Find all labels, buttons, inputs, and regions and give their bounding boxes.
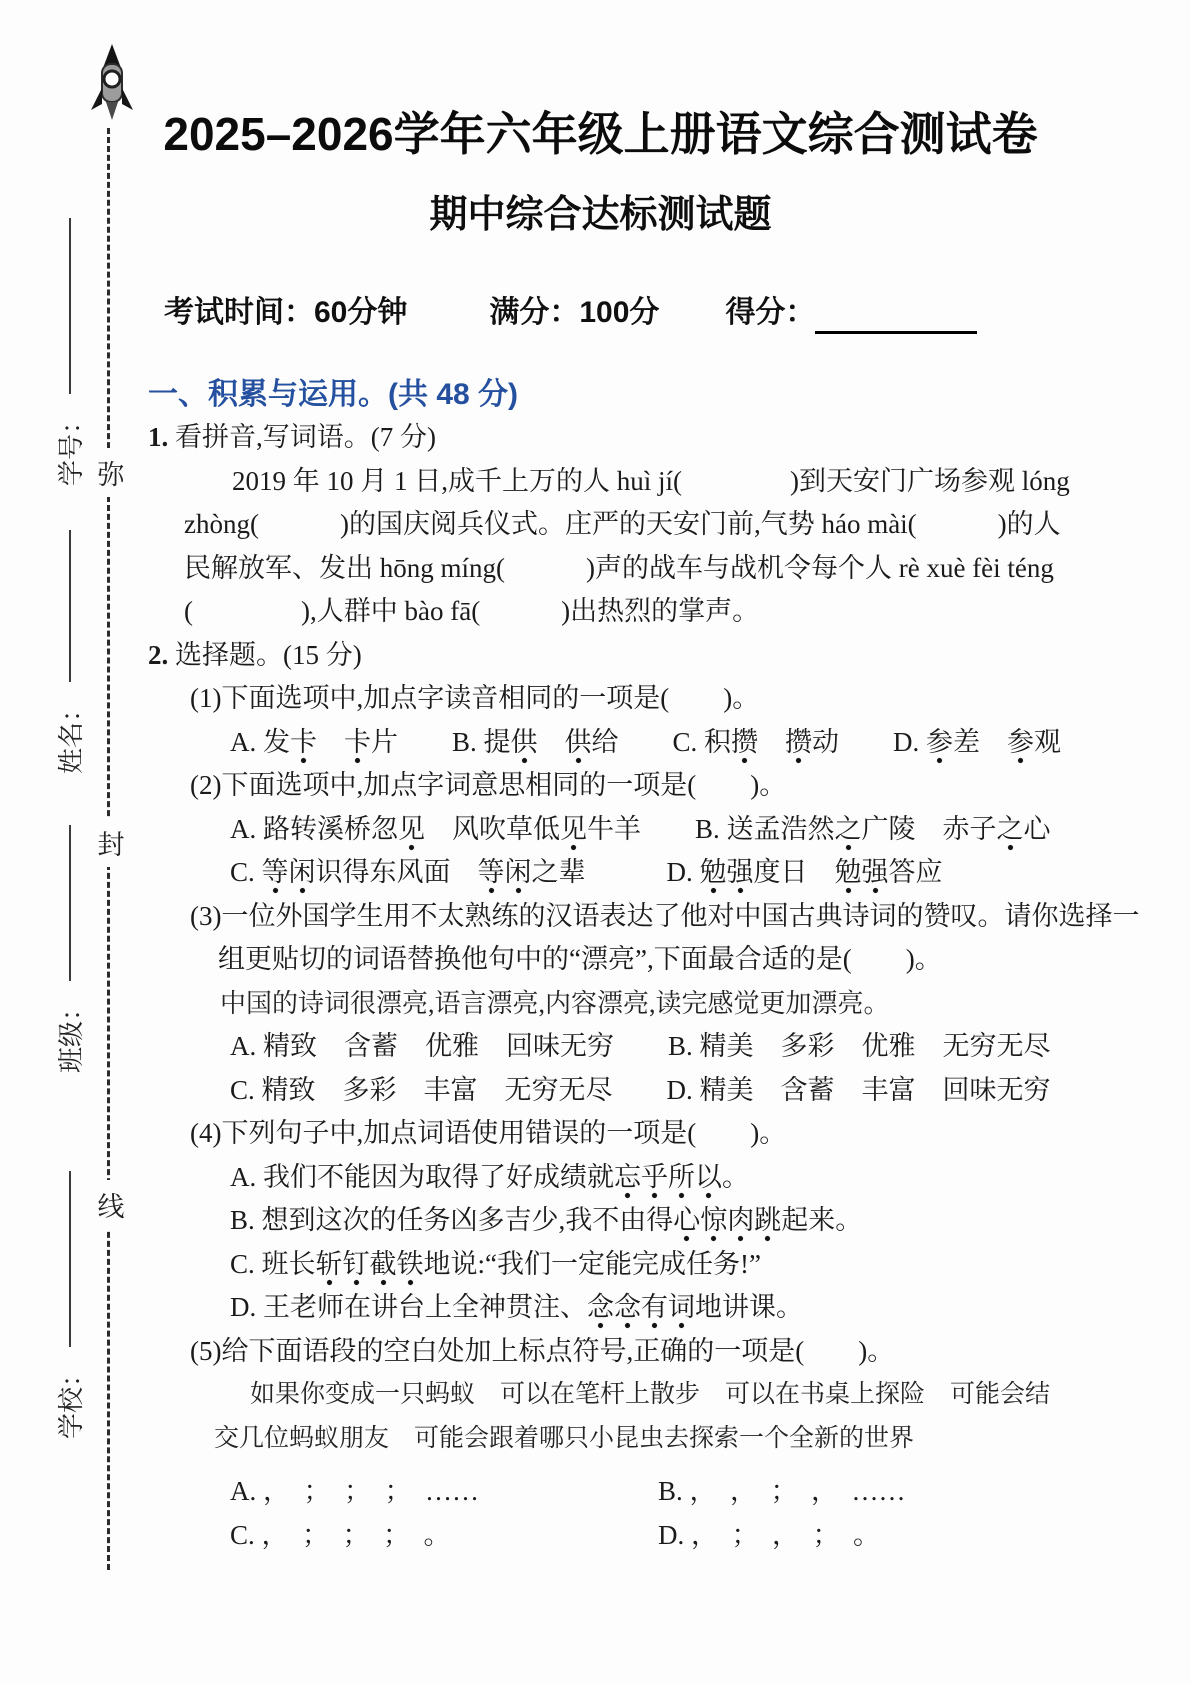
class-blank-line: [67, 825, 71, 981]
q2-sub5-option-d: D. ， ； ， ； 。: [658, 1519, 880, 1550]
section-1-heading: 一、积累与运用。(共 48 分): [148, 378, 519, 411]
score-label: 得分：: [725, 296, 816, 329]
q2-sub4-option-d: D. 王老师在讲台上全神贯注、念念有词地讲课。: [148, 1286, 1053, 1330]
school-label: 学校：: [56, 1360, 86, 1439]
q2-sub4-option-b: B. 想到这次的任务凶多吉少,我不由得心惊肉跳起来。: [148, 1199, 1053, 1243]
question-1-title-row: [148, 416, 1053, 460]
student-number-blank-line: [67, 218, 71, 394]
school-field: [49, 1157, 89, 1439]
exam-content: [148, 0, 1140, 1557]
question-1-title: 看拼音,写词语。(7 分): [175, 422, 436, 452]
q2-sub5-option-a: A. ， ； ； ； ……: [230, 1476, 479, 1506]
q2-sub4-option-c: C. 班长斩钉截铁地说:“我们一定能完成任务!”: [148, 1243, 1053, 1287]
student-name-label: 姓名：: [56, 695, 86, 774]
q2-sub4-stem: (4)下列句子中,加点词语使用错误的一项是( )。: [190, 1118, 787, 1148]
q2-sub5-stem: (5)给下面语段的空白处加上标点符号,正确的一项是( )。: [190, 1335, 895, 1366]
q1-paragraph-line-4: ( ),人群中 bào fā( )出热烈的掌声。: [184, 596, 760, 626]
q2-sub5-option-b: B. ， ， ； ， ……: [658, 1476, 906, 1506]
seal-char-xian: 线: [94, 1180, 128, 1229]
q2-sub5-options-row-1: [148, 1470, 1053, 1514]
question-1-number: 1.: [148, 422, 169, 452]
q2-sub2-options-cd: C. 等闲识得东风面 等闲之辈 D. 勉强度日 勉强答应: [148, 851, 1053, 895]
q2-sub5-passage-line-1: 如果你变成一只蚂蚁 可以在笔杆上散步 可以在书桌上探险 可能会结: [250, 1381, 1051, 1408]
q2-sub5-options-row-2: [148, 1514, 1053, 1558]
seal-char-feng: 封: [94, 818, 128, 867]
student-number-label: 学号：: [56, 407, 86, 486]
q2-sub5-option-c: C. ， ； ； ； 。: [230, 1519, 451, 1550]
q2-sub3-example-sentence: 中国的诗词很漂亮,语言漂亮,内容漂亮,读完感觉更加漂亮。: [220, 988, 890, 1018]
q1-paragraph-line-2: zhòng( )的国庆阅兵仪式。庄严的天安门前,气势 háo mài( )的人: [184, 509, 1061, 539]
q2-sub3-stem-line-1: (3)一位外国学生用不太熟练的汉语表达了他对中国古典诗词的赞叹。请你选择一: [190, 900, 1140, 931]
q2-sub4-option-a: A. 我们不能因为取得了好成绩就忘乎所以。: [148, 1156, 1053, 1200]
q2-sub3-options-ab: A. 精致 含蓄 优雅 回味无穷 B. 精美 多彩 优雅 无穷无尽: [230, 1031, 1051, 1061]
student-number-field: [49, 204, 89, 486]
q2-sub1-stem: (1)下面选项中,加点字读音相同的一项是( )。: [190, 683, 760, 713]
q2-sub3-options-cd: C. 精致 多彩 丰富 无穷无尽 D. 精美 含蓄 丰富 回味无穷: [230, 1074, 1051, 1105]
rocket-icon: [86, 42, 138, 130]
q2-sub5-passage-line-2: 交几位蚂蚁朋友 可能会跟着哪只小昆虫去探索一个全新的世界: [214, 1424, 915, 1452]
full-score-label: 满分：100分: [489, 296, 660, 329]
q2-sub2-options-ab: A. 路转溪桥忽见 风吹草低见牛羊 B. 送孟浩然之广陵 赤子之心: [148, 808, 1053, 852]
question-2-title: 选择题。(15 分): [175, 639, 362, 670]
q2-sub2-stem: (2)下面选项中,加点字词意思相同的一项是( )。: [190, 770, 787, 800]
q1-paragraph-line-1: 2019 年 10 月 1 日,成千上万的人 huì jí( )到天安门广场参观 lóng: [232, 465, 1070, 496]
exam-info-row: [148, 292, 1053, 334]
seal-char-mi: 弥: [94, 448, 128, 497]
exam-subtitle: 期中综合达标测试题: [429, 194, 772, 236]
school-blank-line: [67, 1171, 71, 1347]
exam-title: 2025–2026学年六年级上册语文综合测试卷: [163, 108, 1038, 160]
q1-paragraph-line-3: 民解放军、发出 hōng míng( )声的战车与战机令每个人 rè xuè fèi téng: [184, 552, 1054, 583]
student-name-field: [49, 516, 89, 774]
question-2-title-row: [148, 634, 1053, 678]
class-label: 班级：: [56, 994, 86, 1073]
exam-time-label: 考试时间：60分钟: [164, 296, 408, 329]
q2-sub3-stem-line-2: 组更贴切的词语替换他句中的“漂亮”,下面最合适的是( )。: [218, 944, 942, 974]
class-field: [49, 811, 89, 1073]
q2-sub1-options: A. 发卡 卡片 B. 提供 供给 C. 积攒 攒动 D. 参差 参观: [148, 721, 1053, 765]
student-name-blank-line: [67, 530, 71, 682]
question-2-number: 2.: [148, 639, 169, 670]
score-blank-line: [815, 295, 977, 334]
